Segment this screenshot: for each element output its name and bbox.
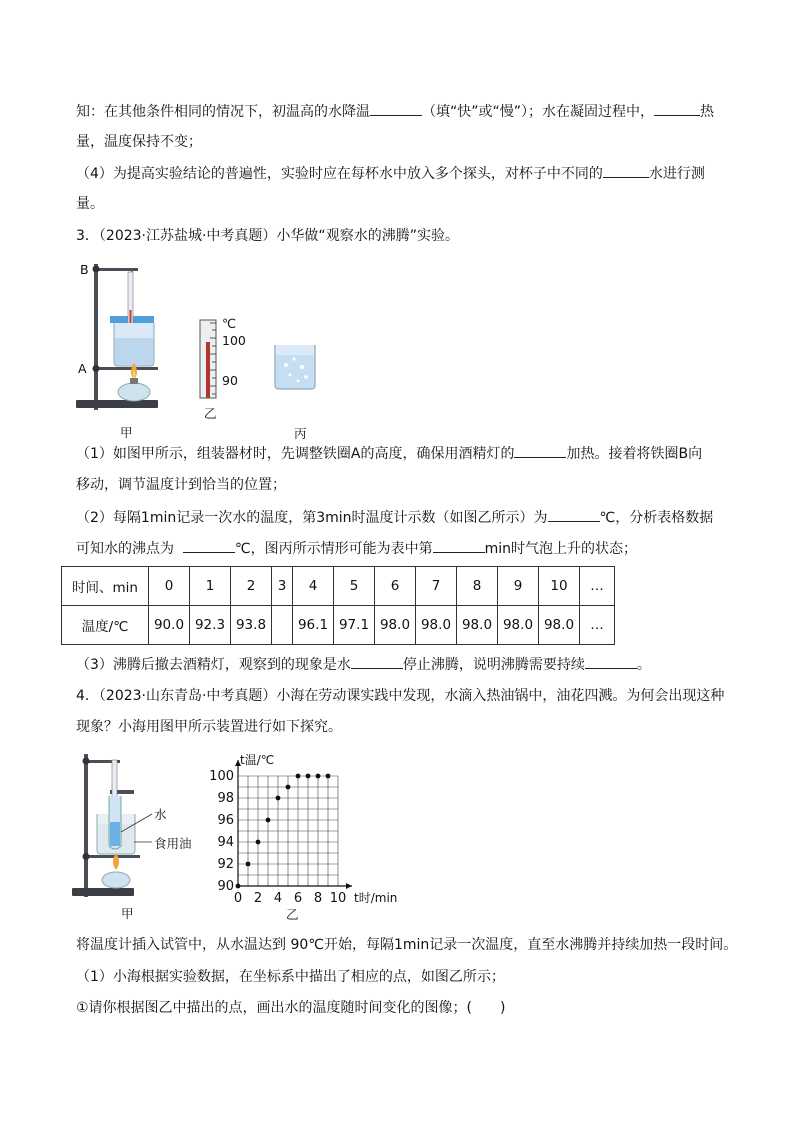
- answer-blank[interactable]: [351, 654, 403, 669]
- q3-p1-cont: [76, 475, 286, 495]
- q3-text: 移动，调节温度计到恰当的位置；: [76, 477, 286, 493]
- thermometer-tick-100: 100: [222, 333, 246, 348]
- label-B: B: [80, 262, 89, 277]
- q2-line-4: [76, 194, 104, 214]
- table-cell: 9: [498, 567, 539, 606]
- answer-blank[interactable]: [548, 507, 600, 522]
- table-cell: 96.1: [293, 606, 334, 645]
- y-tick-label: 100: [209, 769, 234, 784]
- table-cell: 1: [190, 567, 231, 606]
- q4-text: ①请你根据图乙中描出的点，画出水的温度随时间变化的图像；( ): [76, 1000, 506, 1016]
- figure-jia-caption: 甲: [120, 425, 133, 440]
- x-tick-label: 8: [313, 891, 323, 906]
- y-tick-label: 96: [217, 813, 234, 828]
- figure-yi-thermometer: [198, 320, 228, 400]
- y-tick-label: 90: [217, 879, 234, 894]
- x-axis-arrow: [346, 883, 352, 889]
- table-cell: 98.0: [375, 606, 416, 645]
- table-cell: 93.8: [231, 606, 272, 645]
- y-tick-label: 98: [217, 791, 234, 806]
- label-A: A: [78, 361, 87, 376]
- y-tick-label: 94: [217, 835, 234, 850]
- answer-blank[interactable]: [654, 101, 700, 116]
- table-cell: 98.0: [539, 606, 580, 645]
- data-point: [256, 840, 261, 845]
- x-tick-label: 6: [293, 891, 303, 906]
- table-cell: …: [580, 606, 615, 645]
- table-cell: 温度/℃: [62, 606, 149, 645]
- x-tick-label: 0: [233, 891, 243, 906]
- table-cell: 2: [231, 567, 272, 606]
- figure-bing-beaker: [272, 343, 322, 393]
- table-row-temperature: [62, 606, 615, 645]
- q3-p2: [76, 507, 713, 528]
- answer-blank[interactable]: [433, 538, 485, 553]
- q3-text: ℃，分析表格数据: [599, 510, 714, 526]
- thermometer-tick-90: 90: [222, 373, 238, 388]
- q2-text: （填“快”或“慢”）；水在凝固过程中，: [422, 104, 655, 120]
- figure-q4-jia-caption: 甲: [121, 906, 134, 921]
- table-cell: 97.1: [334, 606, 375, 645]
- q3-p2-cont: [76, 538, 637, 559]
- answer-blank[interactable]: [514, 443, 566, 458]
- table-cell: 8: [457, 567, 498, 606]
- table-cell[interactable]: [272, 606, 293, 645]
- data-point: [246, 862, 251, 867]
- q2-line-2: [76, 132, 202, 152]
- q3-text: （3）沸腾后撤去酒精灯，观察到的现象是水: [76, 657, 351, 673]
- q4-p1: [76, 967, 505, 987]
- label-water: 水: [154, 807, 167, 822]
- q4-p2: [76, 998, 505, 1018]
- data-point: [306, 774, 311, 779]
- x-tick-label: 2: [253, 891, 263, 906]
- x-tick-label: 10: [329, 891, 347, 906]
- thermometer-unit: ℃: [222, 316, 237, 331]
- question-title: 现象？小海用图甲所示装置进行如下探究。: [76, 719, 342, 735]
- table-cell: …: [580, 567, 615, 606]
- question-title: 4．（2023·山东青岛·中考真题）小海在劳动课实践中发现，水滴入热油锅中，油花四溅。为何会出现这种: [76, 688, 725, 704]
- table-cell: 98.0: [416, 606, 457, 645]
- x-tick-label: 4: [273, 891, 283, 906]
- q2-text: 水进行测: [648, 166, 705, 182]
- table-cell: 90.0: [149, 606, 190, 645]
- y-axis-label: t温/℃: [240, 753, 275, 767]
- table-cell: 4: [293, 567, 334, 606]
- table-cell: 时间、min: [62, 567, 149, 606]
- q2-text: 量。: [76, 196, 104, 212]
- q3-title: [76, 226, 459, 246]
- q3-text: 。: [636, 657, 651, 673]
- data-point: [286, 785, 291, 790]
- x-axis-label: t时/min: [354, 891, 398, 905]
- q3-text: 可知水的沸点为: [76, 541, 174, 557]
- table-cell: 92.3: [190, 606, 231, 645]
- data-table: [61, 566, 615, 645]
- q2-text: 量，温度保持不变；: [76, 134, 202, 150]
- q3-text: 停止沸腾，说明沸腾需要持续: [402, 657, 585, 673]
- figure-yi-caption: 乙: [204, 406, 217, 421]
- q3-p3: [76, 654, 651, 675]
- data-point: [326, 774, 331, 779]
- q4-p0: [76, 935, 737, 955]
- q3-text: min时气泡上升的状态；: [484, 541, 638, 557]
- figure-q4-yi-chart: [200, 750, 398, 910]
- data-point: [236, 884, 241, 889]
- answer-blank[interactable]: [603, 163, 649, 178]
- data-point: [276, 796, 281, 801]
- data-point: [316, 774, 321, 779]
- q2-line-1: [76, 101, 714, 122]
- data-point: [266, 818, 271, 823]
- q3-text: 加热。接着将铁圈B向: [566, 446, 703, 462]
- figure-bing-caption: 丙: [294, 426, 307, 441]
- q2-text: （4）为提高实验结论的普遍性，实验时应在每杯水中放入多个探头，对杯子中不同的: [76, 166, 603, 182]
- q4-text: （1）小海根据实验数据，在坐标系中描出了相应的点，如图乙所示；: [76, 969, 505, 985]
- table-cell: 6: [375, 567, 416, 606]
- answer-blank[interactable]: [370, 101, 422, 116]
- table-cell: 98.0: [457, 606, 498, 645]
- figure-q4-jia-stand: [70, 752, 160, 902]
- table-cell: 0: [149, 567, 190, 606]
- q3-text: ℃，图丙所示情形可能为表中第: [234, 541, 433, 557]
- q3-text: （2）每隔1min记录一次水的温度，第3min时温度计示数（如图乙所示）为: [76, 510, 548, 526]
- answer-blank[interactable]: [585, 654, 637, 669]
- table-cell: 10: [539, 567, 580, 606]
- question-title: 3．（2023·江苏盐城·中考真题）小华做“观察水的沸腾”实验。: [76, 228, 459, 244]
- q4-title-cont: [76, 717, 342, 737]
- table-row-time: [62, 567, 615, 606]
- y-tick-label: 92: [217, 857, 234, 872]
- label-oil: 食用油: [154, 836, 192, 851]
- q2-line-3: [76, 163, 705, 184]
- q3-p1: [76, 443, 702, 464]
- table-cell: 98.0: [498, 606, 539, 645]
- q3-text: （1）如图甲所示，组装器材时，先调整铁圈A的高度，确保用酒精灯的: [76, 446, 515, 462]
- table-cell: 3: [272, 567, 293, 606]
- figure-q4-yi-caption: 乙: [286, 907, 299, 922]
- answer-blank[interactable]: [183, 538, 235, 553]
- q2-text: 知：在其他条件相同的情况下，初温高的水降温: [76, 104, 370, 120]
- table-cell: 7: [416, 567, 457, 606]
- q4-title: [76, 686, 724, 706]
- table-cell: 5: [334, 567, 375, 606]
- q4-text: 将温度计插入试管中，从水温达到 90℃开始，每隔1min记录一次温度，直至水沸腾并持续加热一段时间。: [76, 937, 738, 953]
- q2-text: 热: [700, 104, 715, 120]
- data-point: [296, 774, 301, 779]
- figure-jia-stand: [70, 258, 170, 408]
